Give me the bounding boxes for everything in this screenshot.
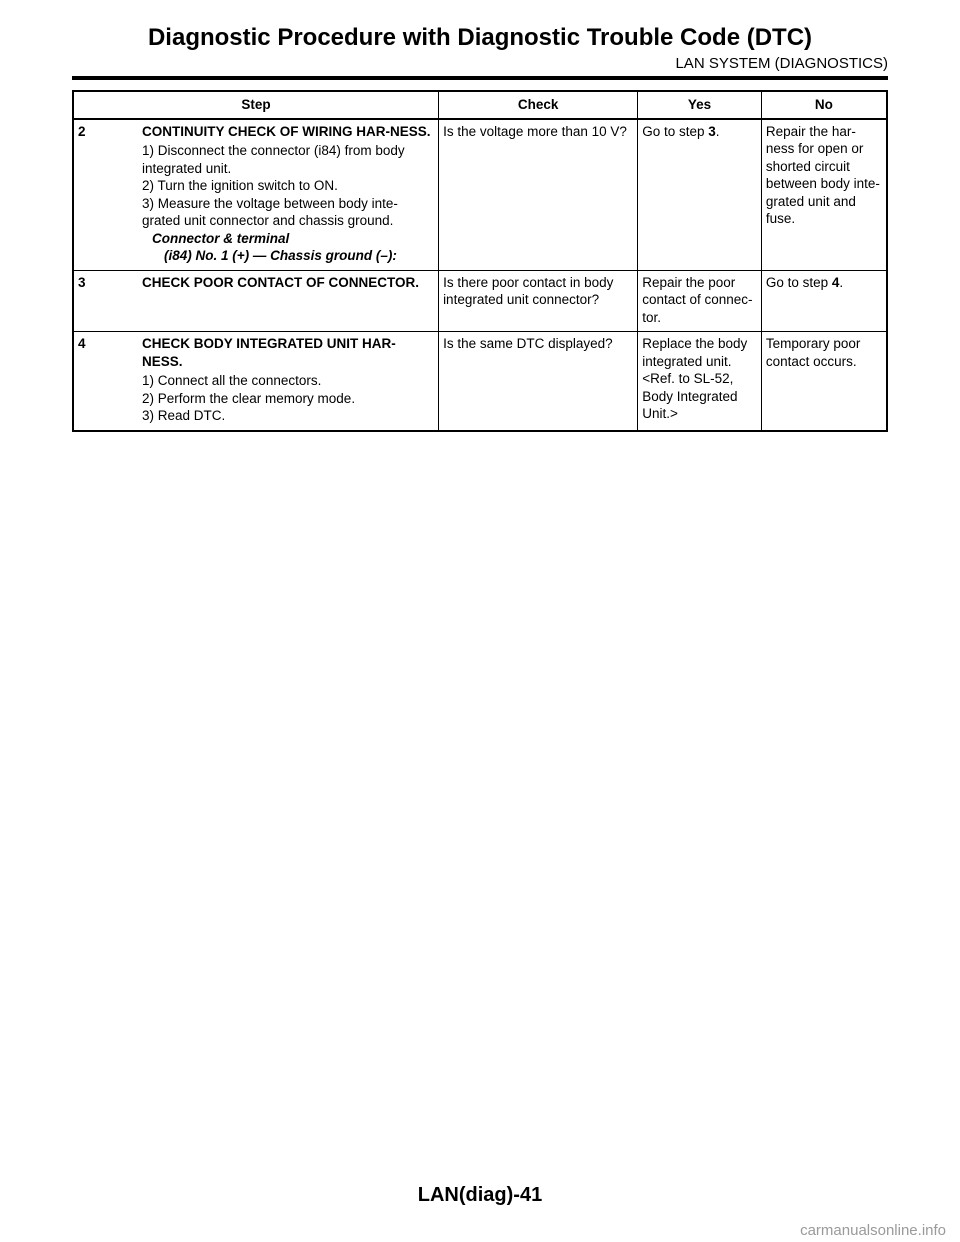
yes-suffix: . — [715, 123, 720, 139]
step-title: CHECK POOR CONTACT OF CONNECTOR. — [142, 274, 420, 290]
step-cell — [73, 270, 439, 332]
step-instruction: 2) Perform the clear memory mode. — [142, 390, 356, 406]
step-instruction: 2) Turn the ignition switch to ON. — [142, 178, 338, 193]
check-cell: Is the voltage more than 10 V? — [439, 119, 638, 271]
yes-cell — [638, 119, 762, 271]
step-cell — [73, 332, 439, 431]
no-text: Go to step — [765, 274, 832, 290]
yes-text: Go to step — [642, 123, 709, 139]
step-instruction: 3) Read DTC. — [142, 408, 226, 423]
step-body — [142, 123, 434, 265]
no-cell: Temporary poor contact occurs. — [761, 332, 887, 431]
no-cell: Repair the har-ness for open or shorted circuit between body inte-grated unit and fuse. — [761, 119, 887, 271]
step-title: CHECK BODY INTEGRATED UNIT HAR-NESS. — [142, 336, 396, 369]
step-cell — [73, 119, 439, 271]
table-row — [73, 270, 887, 332]
connector-terminal-label: Connector & terminal — [152, 230, 290, 246]
table-row — [73, 119, 887, 271]
step-title: CONTINUITY CHECK OF WIRING HAR-NESS. — [142, 123, 431, 139]
procedure-table — [72, 90, 888, 432]
connector-terminal-spec: (i84) No. 1 (+) — Chassis ground (–): — [164, 248, 397, 263]
table-header-row — [73, 91, 887, 119]
check-cell: Is the same DTC displayed? — [439, 332, 638, 431]
no-suffix: . — [839, 274, 844, 290]
yes-step-ref: 3 — [708, 123, 716, 139]
page-title: Diagnostic Procedure with Diagnostic Trouble Code (DTC) — [147, 24, 813, 51]
step-instruction: 1) Disconnect the connector (i84) from body integrated unit. — [142, 143, 405, 176]
step-instruction: 3) Measure the voltage between body inte-grated unit connector and chassis ground. — [142, 195, 398, 228]
watermark-link[interactable]: carmanualsonline.info — [800, 1222, 946, 1239]
column-header-no: No — [761, 91, 887, 119]
step-number: 4 — [78, 336, 86, 351]
step-number: 2 — [78, 123, 86, 139]
yes-cell: Repair the poor contact of connec-tor. — [638, 270, 762, 332]
table-row — [73, 332, 887, 431]
header-rule — [72, 76, 888, 80]
section-subtitle: LAN SYSTEM (DIAGNOSTICS) — [675, 55, 888, 72]
column-header-check: Check — [439, 91, 638, 119]
step-instruction: 1) Connect all the connectors. — [142, 373, 322, 388]
page-number: LAN(diag)-41 — [417, 1184, 543, 1206]
yes-cell: Replace the body integrated unit. <Ref. to SL-52, Body Integrated Unit.> — [638, 332, 762, 431]
step-number: 3 — [78, 274, 86, 290]
column-header-yes: Yes — [638, 91, 762, 119]
column-header-step: Step — [73, 91, 439, 119]
step-body — [142, 274, 434, 294]
no-cell — [761, 270, 887, 332]
check-cell: Is there poor contact in body integrated unit connector? — [439, 270, 638, 332]
no-step-ref: 4 — [831, 274, 840, 290]
step-body — [142, 335, 434, 425]
